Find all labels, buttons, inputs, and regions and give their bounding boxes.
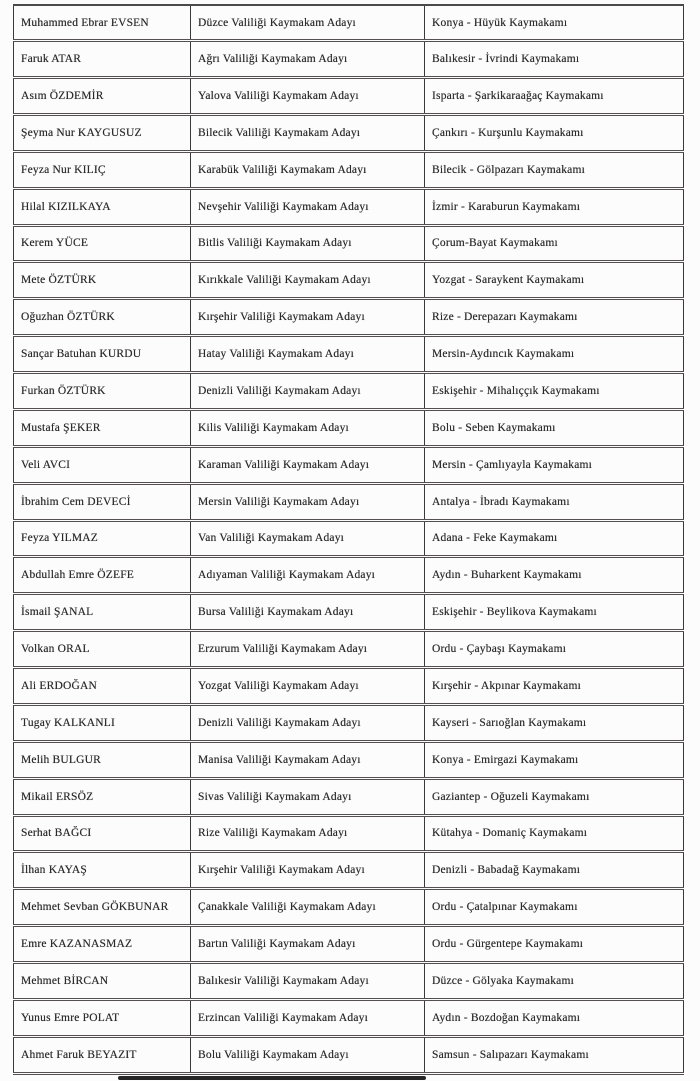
table-row: [14, 557, 684, 594]
cell-new-assignment: Balıkesir - İvrindi Kaymakamı: [425, 41, 684, 78]
scan-artifact-line: [118, 1076, 426, 1080]
cell-new-assignment: Isparta - Şarkikaraağaç Kaymakamı: [425, 78, 684, 115]
cell-new-assignment: Konya - Hüyük Kaymakamı: [425, 5, 684, 41]
cell-candidate-name: Yunus Emre POLAT: [14, 999, 191, 1036]
table-row: [14, 704, 684, 741]
cell-candidate-name: Muhammed Ebrar EVSEN: [14, 5, 191, 41]
cell-new-assignment: Eskişehir - Mihalıççık Kaymakamı: [425, 373, 684, 410]
cell-candidate-name: Faruk ATAR: [14, 41, 191, 78]
cell-new-assignment: Rize - Derepazarı Kaymakamı: [425, 299, 684, 336]
cell-new-assignment: Çankırı - Kurşunlu Kaymakamı: [425, 114, 684, 151]
table-row: [14, 889, 684, 926]
cell-current-duty: Sivas Valiliği Kaymakam Adayı: [191, 778, 425, 815]
cell-new-assignment: Bilecik - Gölpazarı Kaymakamı: [425, 151, 684, 188]
cell-current-duty: Karabük Valiliği Kaymakam Adayı: [191, 151, 425, 188]
cell-new-assignment: Ordu - Çaybaşı Kaymakamı: [425, 631, 684, 668]
cell-current-duty: Van Valiliği Kaymakam Adayı: [191, 520, 425, 557]
cell-candidate-name: Hilal KIZILKAYA: [14, 188, 191, 225]
cell-candidate-name: İbrahim Cem DEVECİ: [14, 483, 191, 520]
table-row: [14, 409, 684, 446]
table-row: [14, 815, 684, 852]
cell-candidate-name: Emre KAZANASMAZ: [14, 926, 191, 963]
cell-new-assignment: Kayseri - Sarıoğlan Kaymakamı: [425, 704, 684, 741]
cell-current-duty: Kırıkkale Valiliği Kaymakam Adayı: [191, 262, 425, 299]
cell-current-duty: Adıyaman Valiliği Kaymakam Adayı: [191, 557, 425, 594]
cell-new-assignment: Bolu - Seben Kaymakamı: [425, 409, 684, 446]
cell-current-duty: Erzurum Valiliği Kaymakam Adayı: [191, 631, 425, 668]
cell-candidate-name: Volkan ORAL: [14, 631, 191, 668]
cell-current-duty: Denizli Valiliği Kaymakam Adayı: [191, 704, 425, 741]
cell-current-duty: Denizli Valiliği Kaymakam Adayı: [191, 373, 425, 410]
cell-new-assignment: Ordu - Çatalpınar Kaymakamı: [425, 889, 684, 926]
cell-current-duty: Bolu Valiliği Kaymakam Adayı: [191, 1036, 425, 1073]
table-row: [14, 1036, 684, 1073]
table-row: [14, 741, 684, 778]
cell-new-assignment: Çorum-Bayat Kaymakamı: [425, 225, 684, 262]
cell-new-assignment: Düzce - Gölyaka Kaymakamı: [425, 963, 684, 1000]
cell-current-duty: Rize Valiliği Kaymakam Adayı: [191, 815, 425, 852]
table-row: [14, 151, 684, 188]
cell-candidate-name: Furkan ÖZTÜRK: [14, 373, 191, 410]
table-row: [14, 963, 684, 1000]
table-row: [14, 114, 684, 151]
table-row: [14, 5, 684, 41]
table-row: [14, 520, 684, 557]
cell-candidate-name: Feyza Nur KILIÇ: [14, 151, 191, 188]
cell-candidate-name: Kerem YÜCE: [14, 225, 191, 262]
table-row: [14, 299, 684, 336]
cell-current-duty: Kilis Valiliği Kaymakam Adayı: [191, 409, 425, 446]
cell-current-duty: Yozgat Valiliği Kaymakam Adayı: [191, 668, 425, 705]
cell-current-duty: Balıkesir Valiliği Kaymakam Adayı: [191, 963, 425, 1000]
table-row: [14, 778, 684, 815]
cell-current-duty: Kırşehir Valiliği Kaymakam Adayı: [191, 852, 425, 889]
table-row: [14, 668, 684, 705]
cell-new-assignment: Samsun - Salıpazarı Kaymakamı: [425, 1036, 684, 1073]
cell-new-assignment: Gaziantep - Oğuzeli Kaymakamı: [425, 778, 684, 815]
cell-candidate-name: Mete ÖZTÜRK: [14, 262, 191, 299]
cell-new-assignment: Konya - Emirgazi Kaymakamı: [425, 741, 684, 778]
table-row: [14, 188, 684, 225]
cell-new-assignment: Antalya - İbradı Kaymakamı: [425, 483, 684, 520]
cell-candidate-name: Mehmet BİRCAN: [14, 963, 191, 1000]
appointments-table: [13, 4, 684, 1075]
cell-candidate-name: Oğuzhan ÖZTÜRK: [14, 299, 191, 336]
cell-new-assignment: Aydın - Bozdoğan Kaymakamı: [425, 999, 684, 1036]
cell-new-assignment: Eskişehir - Beylikova Kaymakamı: [425, 594, 684, 631]
cell-new-assignment: Yozgat - Saraykent Kaymakamı: [425, 262, 684, 299]
cell-new-assignment: Denizli - Babadağ Kaymakamı: [425, 852, 684, 889]
table-row: [14, 41, 684, 78]
cell-candidate-name: Mikail ERSÖZ: [14, 778, 191, 815]
cell-current-duty: Bartın Valiliği Kaymakam Adayı: [191, 926, 425, 963]
cell-current-duty: Yalova Valiliği Kaymakam Adayı: [191, 78, 425, 115]
cell-new-assignment: Adana - Feke Kaymakamı: [425, 520, 684, 557]
cell-new-assignment: Mersin-Aydıncık Kaymakamı: [425, 336, 684, 373]
table-row: [14, 999, 684, 1036]
cell-candidate-name: İsmail ŞANAL: [14, 594, 191, 631]
cell-candidate-name: Şeyma Nur KAYGUSUZ: [14, 114, 191, 151]
table-row: [14, 483, 684, 520]
cell-candidate-name: Veli AVCI: [14, 446, 191, 483]
table-row: [14, 594, 684, 631]
cell-candidate-name: Mustafa ŞEKER: [14, 409, 191, 446]
cell-new-assignment: Aydın - Buharkent Kaymakamı: [425, 557, 684, 594]
cell-candidate-name: Melih BULGUR: [14, 741, 191, 778]
cell-new-assignment: Kırşehir - Akpınar Kaymakamı: [425, 668, 684, 705]
cell-current-duty: Erzincan Valiliği Kaymakam Adayı: [191, 999, 425, 1036]
cell-new-assignment: Mersin - Çamlıyayla Kaymakamı: [425, 446, 684, 483]
cell-candidate-name: Ahmet Faruk BEYAZIT: [14, 1036, 191, 1073]
table-row: [14, 225, 684, 262]
cell-current-duty: Nevşehir Valiliği Kaymakam Adayı: [191, 188, 425, 225]
cell-candidate-name: Mehmet Sevban GÖKBUNAR: [14, 889, 191, 926]
table-row: [14, 336, 684, 373]
table-row: [14, 262, 684, 299]
cell-current-duty: Bursa Valiliği Kaymakam Adayı: [191, 594, 425, 631]
appointments-tbody: [14, 5, 684, 1074]
cell-new-assignment: İzmir - Karaburun Kaymakamı: [425, 188, 684, 225]
table-row: [14, 78, 684, 115]
cell-new-assignment: Kütahya - Domaniç Kaymakamı: [425, 815, 684, 852]
cell-current-duty: Manisa Valiliği Kaymakam Adayı: [191, 741, 425, 778]
cell-candidate-name: Tugay KALKANLI: [14, 704, 191, 741]
table-row: [14, 631, 684, 668]
cell-current-duty: Bitlis Valiliği Kaymakam Adayı: [191, 225, 425, 262]
cell-current-duty: Kırşehir Valiliği Kaymakam Adayı: [191, 299, 425, 336]
cell-current-duty: Karaman Valiliği Kaymakam Adayı: [191, 446, 425, 483]
cell-current-duty: Düzce Valiliği Kaymakam Adayı: [191, 5, 425, 41]
table-row: [14, 852, 684, 889]
cell-current-duty: Bilecik Valiliği Kaymakam Adayı: [191, 114, 425, 151]
cell-new-assignment: Ordu - Gürgentepe Kaymakamı: [425, 926, 684, 963]
cell-candidate-name: Sançar Batuhan KURDU: [14, 336, 191, 373]
table-row: [14, 446, 684, 483]
table-row: [14, 373, 684, 410]
cell-candidate-name: Asım ÖZDEMİR: [14, 78, 191, 115]
cell-candidate-name: Feyza YILMAZ: [14, 520, 191, 557]
cell-current-duty: Hatay Valiliği Kaymakam Adayı: [191, 336, 425, 373]
cell-candidate-name: Serhat BAĞCI: [14, 815, 191, 852]
cell-current-duty: Mersin Valiliği Kaymakam Adayı: [191, 483, 425, 520]
cell-candidate-name: Abdullah Emre ÖZEFE: [14, 557, 191, 594]
cell-current-duty: Çanakkale Valiliği Kaymakam Adayı: [191, 889, 425, 926]
cell-candidate-name: Ali ERDOĞAN: [14, 668, 191, 705]
cell-candidate-name: İlhan KAYAŞ: [14, 852, 191, 889]
table-row: [14, 926, 684, 963]
cell-current-duty: Ağrı Valiliği Kaymakam Adayı: [191, 41, 425, 78]
